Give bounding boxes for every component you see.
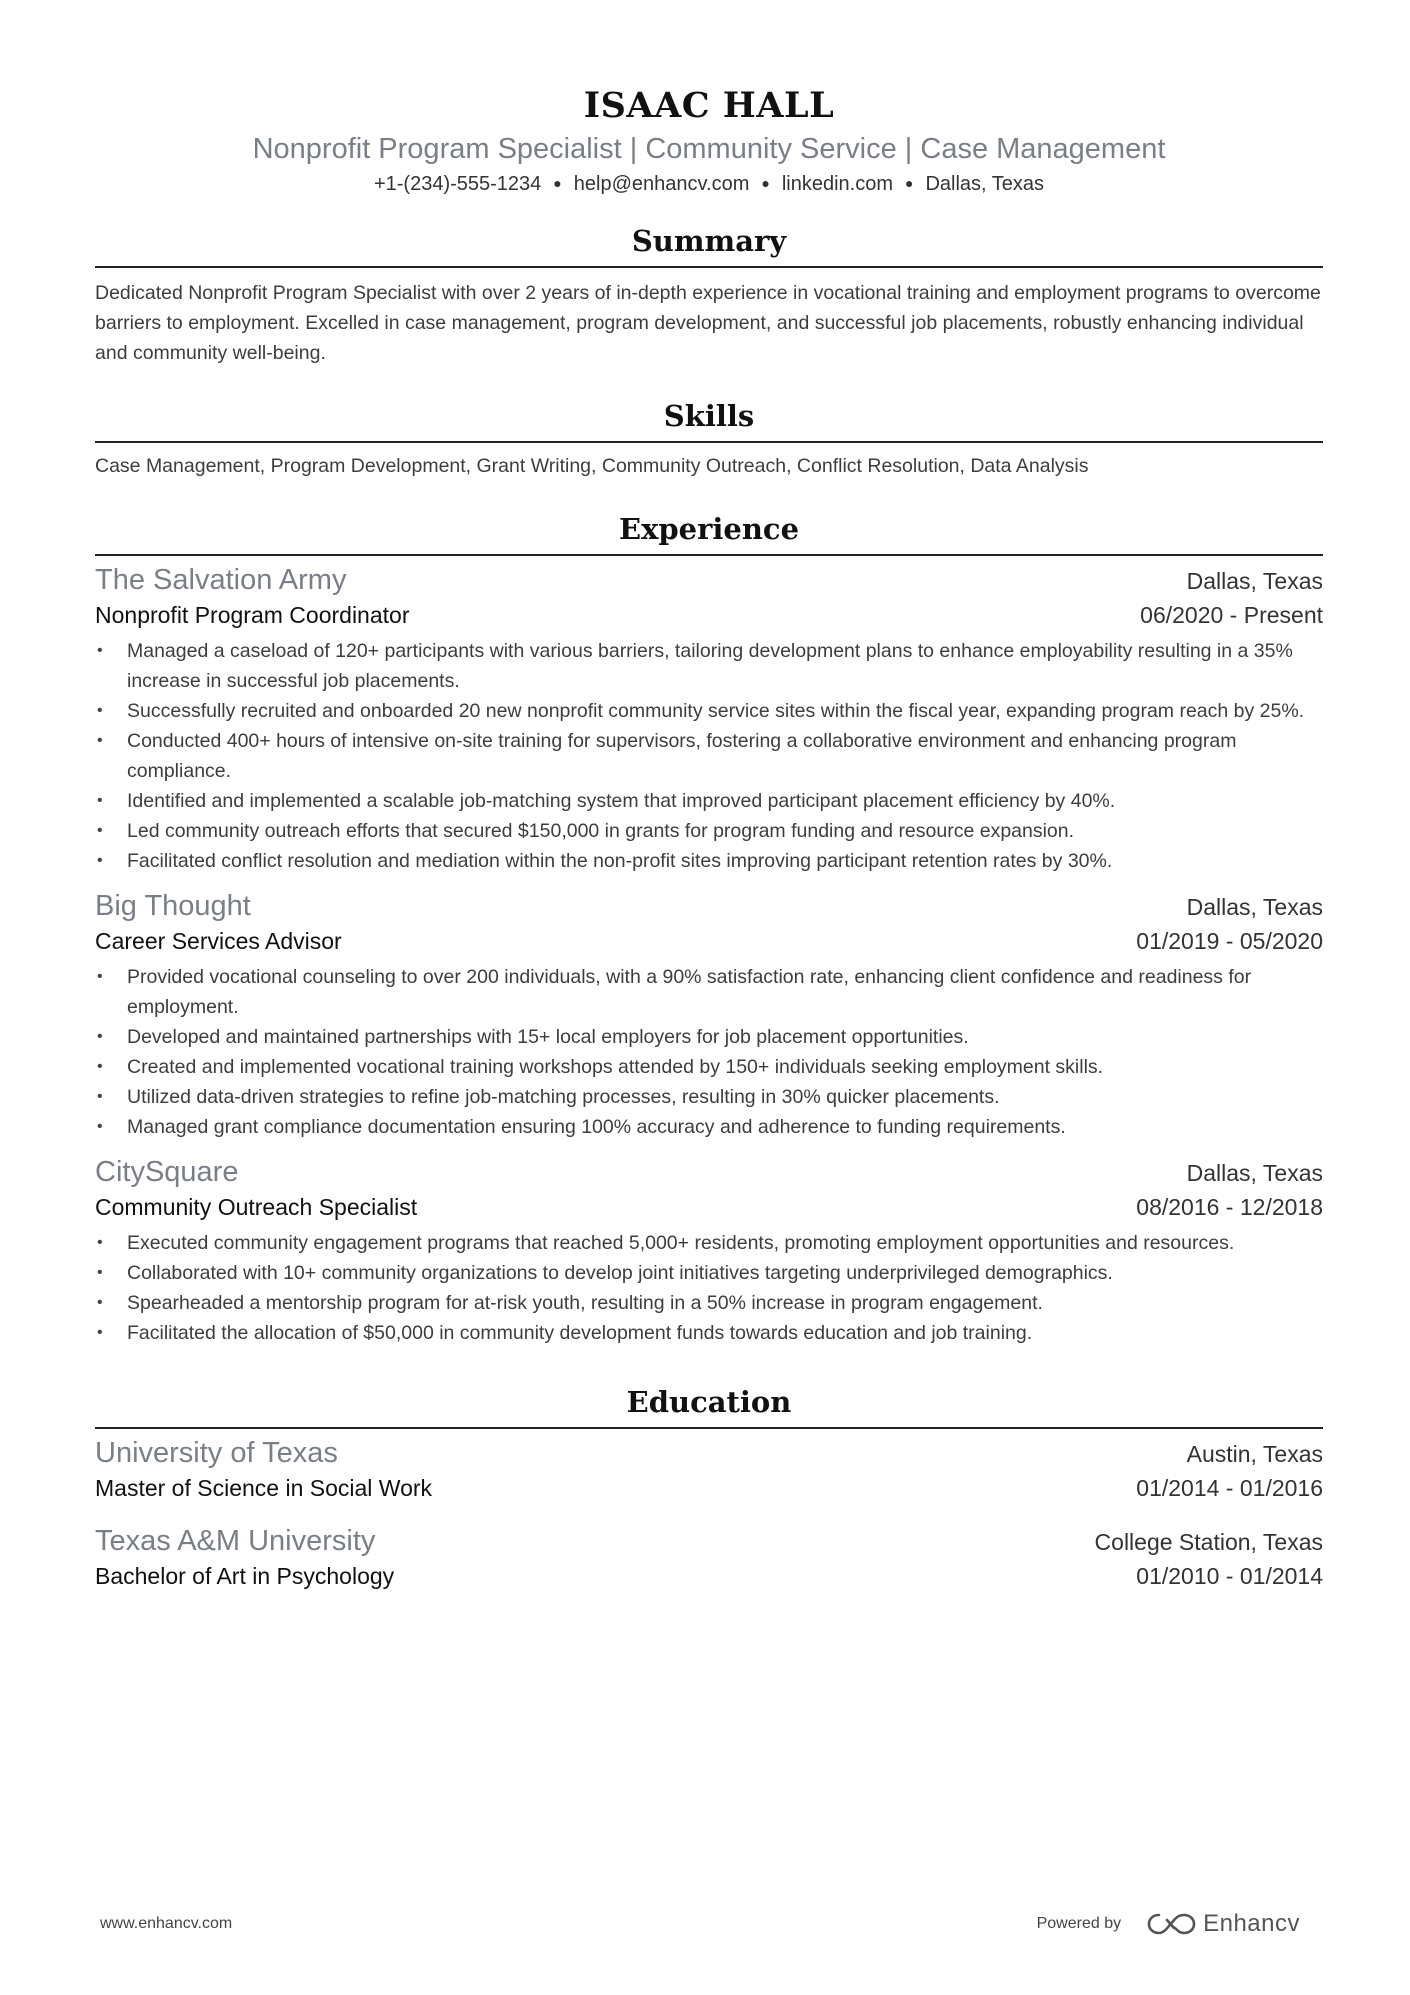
job-header-row: [95, 1154, 1323, 1190]
job-role-row: [95, 924, 1323, 958]
job-entry: [95, 1154, 1323, 1348]
list-item: • Provided vocational counseling to over 200 individuals, with a 90% satisfaction rate, enhancing client confidence and readiness for employment.: [95, 962, 1323, 1022]
powered-by: [1037, 1910, 1300, 1938]
job-dates: 01/2019 - 05/2020: [1136, 928, 1323, 954]
list-item: • Facilitated conflict resolution and mediation within the non-profit sites improving participant retention rates by 30%.: [95, 846, 1323, 876]
powered-by-label: Powered by: [1036, 1915, 1122, 1932]
job-role: Career Services Advisor: [95, 928, 342, 954]
list-item: • Developed and maintained partnerships with 15+ local employers for job placement opportunities.: [95, 1022, 1323, 1052]
job-role-row: [95, 1190, 1323, 1224]
list-item: • Led community outreach efforts that secured $150,000 in grants for program funding and resource expansion.: [95, 816, 1323, 846]
education-header-row: [95, 1435, 1323, 1471]
education-entry: [95, 1523, 1323, 1593]
summary-text: Dedicated Nonprofit Program Specialist with over 2 years of in-depth experience in vocational training and employment programs to overcome barriers to employment. Excelled in case management, program development, and successful job placements, robustly enhancing individual and community well-being.: [95, 282, 1321, 364]
resume-page: [95, 0, 1323, 1593]
contact-location: Dallas, Texas: [925, 173, 1045, 195]
job-organization: Big Thought: [95, 890, 251, 922]
bullet-separator: ●: [553, 175, 562, 191]
job-dates: 08/2016 - 12/2018: [1136, 1194, 1323, 1220]
contact-phone[interactable]: +1-(234)-555-1234: [373, 173, 542, 195]
resume-header: [95, 86, 1323, 197]
section-title-skills: Skills: [95, 398, 1323, 443]
contact-email[interactable]: help@enhancv.com: [573, 173, 750, 195]
contact-linkedin[interactable]: linkedin.com: [781, 173, 893, 195]
job-header-row: [95, 888, 1323, 924]
skills-text: Case Management, Program Development, Grant Writing, Community Outreach, Conflict Resolution, Data Analysis: [95, 455, 1089, 477]
job-location: Dallas, Texas: [1186, 894, 1323, 920]
bullet-separator: ●: [761, 175, 770, 191]
education-section: [95, 1384, 1323, 1593]
job-entry: [95, 562, 1323, 876]
job-role-row: [95, 598, 1323, 632]
enhancv-logo[interactable]: [1147, 1910, 1300, 1938]
list-item: • Utilized data-driven strategies to refine job-matching processes, resulting in 30% quicker placements.: [95, 1082, 1323, 1112]
school-location: Austin, Texas: [1186, 1441, 1323, 1467]
job-header-row: [95, 562, 1323, 598]
school-location: College Station, Texas: [1094, 1529, 1323, 1555]
education-header-row: [95, 1523, 1323, 1559]
list-item: • Identified and implemented a scalable job-matching system that improved participant placement efficiency by 40%.: [95, 786, 1323, 816]
job-location: Dallas, Texas: [1186, 568, 1323, 594]
enhancv-logo-icon: [1147, 1911, 1197, 1937]
section-title-education: Education: [95, 1384, 1323, 1429]
page-footer: [100, 1910, 1300, 1938]
skills-section: [95, 398, 1323, 481]
list-item: • Executed community engagement programs that reached 5,000+ residents, promoting employment opportunities and resources.: [95, 1228, 1323, 1258]
job-organization: The Salvation Army: [95, 564, 347, 596]
job-entry: [95, 888, 1323, 1142]
education-dates: 01/2014 - 01/2016: [1136, 1475, 1323, 1501]
job-bullets: [95, 1228, 1323, 1348]
list-item: • Created and implemented vocational training workshops attended by 150+ individuals seeking employment skills.: [95, 1052, 1323, 1082]
job-location: Dallas, Texas: [1186, 1160, 1323, 1186]
education-degree-row: [95, 1471, 1323, 1505]
brand-name: Enhancv: [1203, 1910, 1300, 1937]
job-organization: CitySquare: [95, 1156, 239, 1188]
summary-section: [95, 223, 1323, 368]
job-role: Nonprofit Program Coordinator: [95, 602, 410, 628]
section-title-summary: Summary: [95, 223, 1323, 268]
education-dates: 01/2010 - 01/2014: [1136, 1563, 1323, 1589]
job-dates: 06/2020 - Present: [1140, 602, 1323, 628]
contact-line: [95, 170, 1323, 197]
list-item: • Managed grant compliance documentation ensuring 100% accuracy and adherence to funding requirements.: [95, 1112, 1323, 1142]
list-item: • Managed a caseload of 120+ participants with various barriers, tailoring development plans to enhance employability resulting in a 35% increase in successful job placements.: [95, 636, 1323, 696]
list-item: • Conducted 400+ hours of intensive on-site training for supervisors, fostering a collaborative environment and enhancing program compliance.: [95, 726, 1323, 786]
degree: Master of Science in Social Work: [95, 1475, 433, 1501]
list-item: • Facilitated the allocation of $50,000 in community development funds towards education and job training.: [95, 1318, 1323, 1348]
candidate-name: ISAAC HALL: [583, 85, 835, 126]
job-role: Community Outreach Specialist: [95, 1194, 418, 1220]
bullet-separator: ●: [905, 175, 914, 191]
list-item: • Spearheaded a mentorship program for at-risk youth, resulting in a 50% increase in program engagement.: [95, 1288, 1323, 1318]
list-item: • Collaborated with 10+ community organizations to develop joint initiatives targeting underprivileged demographics.: [95, 1258, 1323, 1288]
section-title-experience: Experience: [95, 511, 1323, 556]
degree: Bachelor of Art in Psychology: [95, 1563, 395, 1589]
school-name: University of Texas: [95, 1437, 338, 1469]
job-bullets: [95, 636, 1323, 876]
education-degree-row: [95, 1559, 1323, 1593]
job-bullets: [95, 962, 1323, 1142]
candidate-tagline: Nonprofit Program Specialist | Community Service | Case Management: [252, 133, 1166, 165]
school-name: Texas A&M University: [95, 1525, 376, 1557]
education-entry: [95, 1435, 1323, 1505]
list-item: • Successfully recruited and onboarded 20 new nonprofit community service sites within the fiscal year, expanding program reach by 25%.: [95, 696, 1323, 726]
footer-url[interactable]: www.enhancv.com: [100, 1915, 233, 1932]
experience-section: [95, 511, 1323, 1348]
